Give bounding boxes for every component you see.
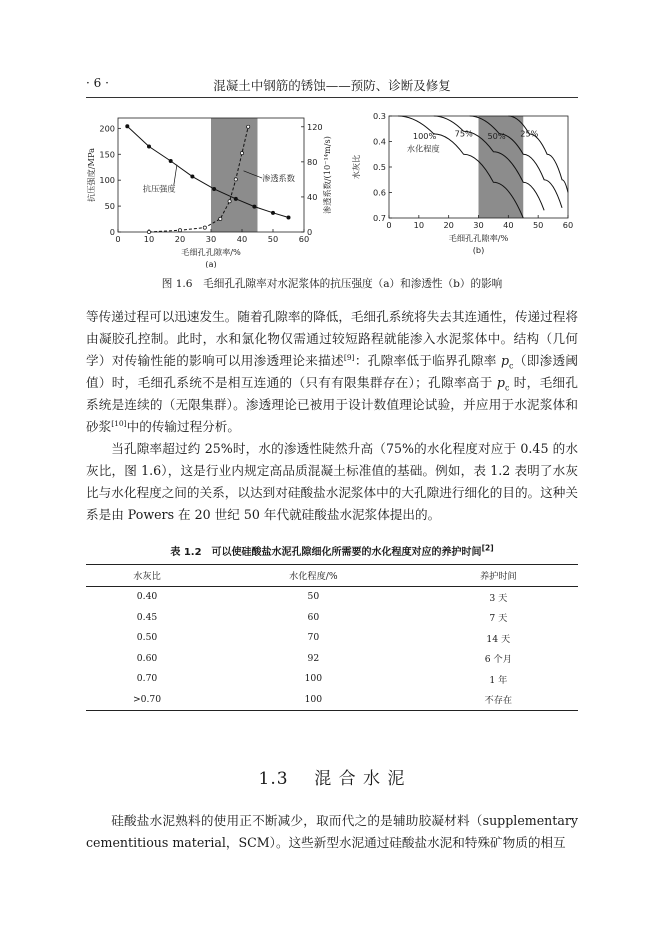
para1-text-3: （即渗透阈值）时，毛细孔系统不是相互连通的（只有有限集群存在）；孔隙率高于 (86, 353, 579, 390)
strength-point (234, 197, 238, 201)
paragraph-1 (86, 306, 578, 438)
y-tick-label: 0.4 (372, 136, 386, 147)
pc-subscript-1: c (509, 361, 514, 371)
cell: 100 (208, 689, 419, 710)
left-tick-label: 100 (99, 175, 115, 186)
cell: 0.40 (136, 591, 158, 603)
curve-label: 100% (412, 130, 437, 141)
col-header-curing: 养护时间 (419, 565, 578, 587)
table-row (86, 669, 578, 690)
cell: 0.70 (136, 673, 158, 685)
cell: >0.70 (86, 689, 208, 710)
curve-label: 50% (487, 130, 506, 141)
pc-symbol-2: p (496, 375, 505, 390)
running-title: 混凝土中钢筋的锈蚀——预防、诊断及修复 (213, 78, 451, 93)
cell: 50 (307, 591, 320, 603)
cell: 0.45 (136, 611, 158, 623)
col-header-hydration: 水化程度/% (208, 565, 419, 587)
para1-text-4: 时，毛细孔系统是连续的（无限集群）。渗透理论已被用于设计数值理论试验，并应用于水泥浆体和砂浆 (86, 375, 578, 434)
strength-line (127, 126, 288, 217)
para3-text: 硅酸盐水泥熟料的使用正不断减少，取而代之的是辅助胶凝材料（supplementary cementitious material，SCM）。这些新型水泥通过硅酸盐水泥和特殊矿物质的相互 (86, 813, 578, 850)
paragraph-2 (86, 438, 578, 526)
panel-a-chart (86, 118, 332, 268)
left-tick-label: 50 (104, 201, 115, 212)
y-tick-label: 0.5 (372, 162, 386, 172)
page-number: · 6 · (86, 76, 109, 90)
x-tick-label: 60 (298, 234, 310, 244)
x-tick-label: 50 (267, 234, 279, 244)
header-rule (86, 97, 578, 98)
cell: 92 (307, 652, 320, 664)
shaded-region (211, 118, 258, 232)
cell: 14 天 (486, 633, 511, 645)
permeability-annotation: 渗透系数 (262, 173, 295, 184)
x-axis-label: 毛细孔孔隙率/% (181, 247, 241, 257)
table-row (86, 586, 578, 607)
permeability-point (147, 230, 150, 233)
strength-point (271, 211, 275, 215)
x-tick-label: 30 (473, 220, 484, 230)
section-heading (86, 764, 578, 789)
cell: 不存在 (419, 689, 578, 710)
x-tick-label: 40 (503, 220, 514, 230)
table-citation[interactable]: [2] (481, 543, 494, 553)
x-tick-label: 30 (205, 234, 217, 244)
right-axis-label: 渗透系数/(10⁻¹⁴m/s) (322, 136, 332, 214)
right-tick-label: 120 (307, 121, 323, 132)
figure-1-6 (86, 108, 586, 268)
para1-text-1: 等传递过程可以迅速发生。随着孔隙率的降低，毛细孔系统将失去其连通性，传递过程将由凝胶孔控制。此时，水和氯化物仅需通过较短路程就能渗入水泥浆体中。结构（几何学）对传输性能的影响可以用渗透理论来描述 (86, 309, 578, 368)
cell: 0.50 (136, 632, 158, 644)
strength-annotation: 抗压强度 (142, 183, 176, 194)
figure-caption: 图 1.6 毛细孔孔隙率对水泥浆体的抗压强度（a）和渗透性（b）的影响 (161, 278, 503, 290)
permeability-point (228, 200, 231, 203)
permeability-point (178, 229, 181, 232)
x-tick-label: 40 (236, 234, 248, 244)
permeability-point (247, 125, 250, 128)
cell: 3 天 (489, 592, 508, 604)
table-row (86, 648, 578, 669)
x-tick-label: 20 (443, 220, 454, 230)
y-tick-label: 0.6 (372, 187, 386, 198)
para1-text-2: ：孔隙率低于临界孔隙率 (354, 353, 501, 368)
citation-10[interactable]: [10] (111, 418, 127, 428)
pc-symbol-1: p (500, 353, 510, 368)
curve-label: 25% (520, 128, 539, 139)
x-tick-label: 60 (562, 220, 574, 230)
strength-point (147, 145, 151, 149)
cell: 7 天 (489, 613, 508, 625)
sub-label-b: (b) (472, 245, 485, 255)
permeability-point (219, 217, 222, 220)
citation-9[interactable]: [9] (343, 352, 355, 362)
cell: 100 (304, 673, 323, 685)
left-tick-label: 150 (99, 149, 115, 160)
cell: 6 个月 (484, 654, 512, 666)
table-row (86, 607, 578, 628)
strength-point (212, 187, 216, 191)
permeability-point (240, 151, 243, 154)
paragraph-3 (86, 810, 578, 854)
permeability-point (203, 226, 206, 229)
hydration-label: 水化程度 (406, 143, 440, 154)
table-caption-text: 表 1.2 可以使硅酸盐水泥孔隙细化所需要的水化程度对应的养护时间 (170, 547, 482, 558)
running-header (86, 76, 578, 96)
table-header-row (86, 565, 578, 587)
table-row (86, 689, 578, 710)
left-tick-label: 200 (99, 123, 115, 134)
table-1-2 (86, 564, 578, 711)
section-title: 混 合 水 泥 (314, 769, 406, 789)
strength-point (287, 215, 291, 219)
x-tick-label: 10 (413, 220, 425, 230)
cell: 70 (307, 632, 320, 644)
y-tick-label: 0.7 (372, 213, 386, 223)
y-axis-label: 水灰比 (351, 154, 361, 180)
table-caption (86, 543, 578, 558)
x-tick-label: 50 (532, 220, 544, 230)
right-tick-label: 40 (307, 191, 318, 202)
left-tick-label: 0 (109, 227, 115, 237)
col-header-wc: 水灰比 (86, 565, 208, 587)
cell: 1 年 (489, 674, 508, 686)
cell: 60 (307, 611, 320, 623)
x-axis-label: 毛细孔孔隙率/% (448, 233, 509, 243)
strength-point (252, 205, 256, 209)
x-tick-label: 0 (115, 234, 121, 244)
strength-leader (174, 165, 177, 186)
table-row (86, 628, 578, 649)
strength-point (125, 124, 129, 128)
permeability-point (234, 178, 237, 181)
cell: 0.60 (136, 652, 158, 664)
pc-subscript-2: c (504, 383, 510, 393)
x-tick-label: 0 (386, 220, 392, 230)
x-tick-label: 10 (143, 234, 155, 244)
para2-text: 当孔隙率超过约 25%时，水的渗透性陡然升高（75%的水化程度对应于 0.45 的水灰比，图 1.6），这是行业内规定高品质混凝土标准值的基础。例如，表 1.2 表明了水灰比与水化程度之间的关系，以达到对硅酸盐水泥浆体中的大孔隙进行细化的目的。这种关系是由 Powers 在 20 世纪 50 年代就硅酸盐水泥浆体提出的。 (86, 441, 578, 522)
panel-b-chart (351, 111, 573, 255)
para1-text-5: 中的传输过程分析。 (126, 419, 240, 434)
right-tick-label: 0 (307, 227, 313, 237)
sub-label-a: (a) (205, 259, 217, 268)
strength-point (169, 159, 173, 163)
y-tick-label: 0.3 (372, 111, 386, 121)
x-tick-label: 20 (174, 234, 186, 244)
strength-point (190, 175, 194, 179)
left-axis-label: 抗压强度/MPa (86, 148, 96, 202)
right-tick-label: 80 (307, 156, 318, 167)
section-number: 1.3 (258, 769, 289, 789)
curve-label: 75% (454, 128, 473, 139)
